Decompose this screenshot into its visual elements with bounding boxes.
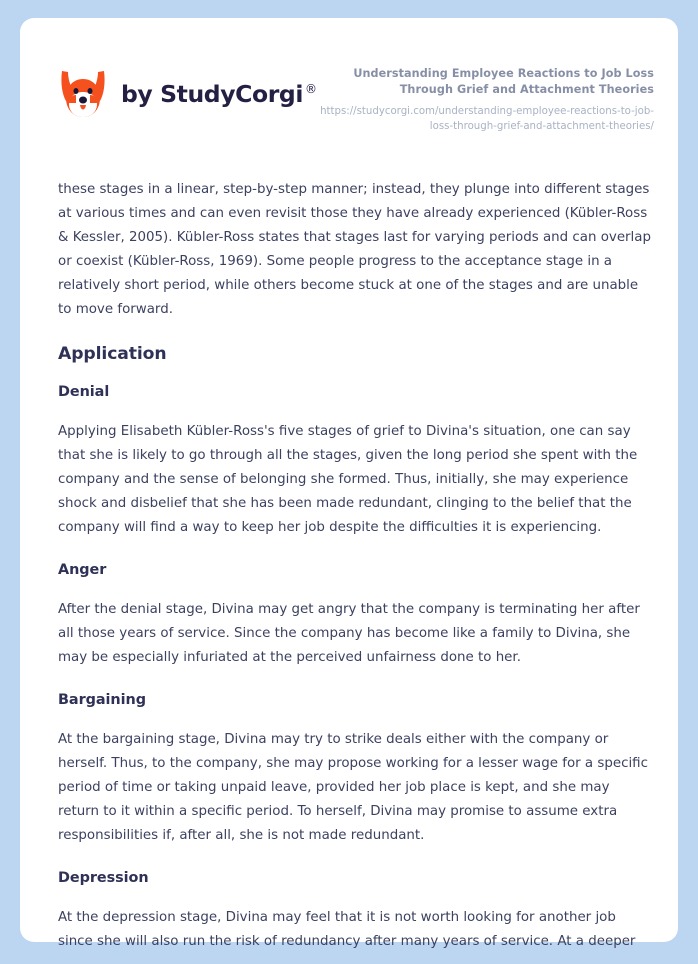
brand-wordmark-text: by StudyCorgi bbox=[121, 80, 304, 108]
document-header bbox=[20, 18, 678, 158]
section-heading-denial: Denial bbox=[58, 384, 110, 400]
section-paragraph-anger: After the denial stage, Divina may get angry that the company is terminating her after all those years of service. Since the company has become like a family to Divina, she may be especially infuriated at the perceived unfairness done to her. bbox=[58, 602, 640, 665]
studycorgi-corgi-logo-icon bbox=[58, 68, 108, 120]
section-heading-anger: Anger bbox=[58, 562, 107, 578]
section-heading-depression: Depression bbox=[58, 870, 149, 886]
document-url[interactable]: https://studycorgi.com/understanding-employee-reactions-to-job-loss-through-grief-and-attachment-theories/ bbox=[320, 105, 654, 132]
section-heading-bargaining: Bargaining bbox=[58, 692, 146, 708]
section-heading-application: Application bbox=[58, 344, 167, 364]
section-paragraph-denial: Applying Elisabeth Kübler-Ross's five stages of grief to Divina's situation, one can say that she is likely to go through all the stages, given the long period she spent with the company and the sense of belonging she formed. Thus, initially, she may experience shock and disbelief that she has been made redundant, clinging to the belief that the company will find a way to keep her job despite the difficulties it is experiencing. bbox=[58, 424, 638, 535]
brand-wordmark bbox=[121, 80, 317, 108]
registered-trademark-icon: ® bbox=[305, 82, 317, 97]
section-paragraph-bargaining: At the bargaining stage, Divina may try to strike deals either with the company or herself. Thus, to the company, she may propose working for a lesser wage for a specific period of time or taking unpaid leave, provided her job place is kept, and she may return to it within a specific period. To herself, Divina may promise to assume extra responsibilities if, after all, she is not made redundant. bbox=[58, 732, 648, 843]
header-meta bbox=[317, 66, 654, 134]
intro-paragraph: these stages in a linear, step-by-step manner; instead, they plunge into different stages at various times and can even revisit those they have already experienced (Kübler-Ross & Kessler, 2005). Kübler-Ross states that stages last for varying periods and can overlap or coexist (Kübler-Ross, 1969). Some people progress to the acceptance stage in a relatively short period, while others become stuck at one of the stages and are unable to move forward. bbox=[58, 182, 651, 317]
section-paragraph-depression: At the depression stage, Divina may feel that it is not worth looking for another job since she will also run the risk of redundancy after many years of service. At a deeper bbox=[58, 910, 636, 949]
brand-block bbox=[58, 68, 317, 120]
document-title: Understanding Employee Reactions to Job Loss Through Grief and Attachment Theories bbox=[353, 67, 654, 96]
document-body bbox=[58, 178, 654, 954]
